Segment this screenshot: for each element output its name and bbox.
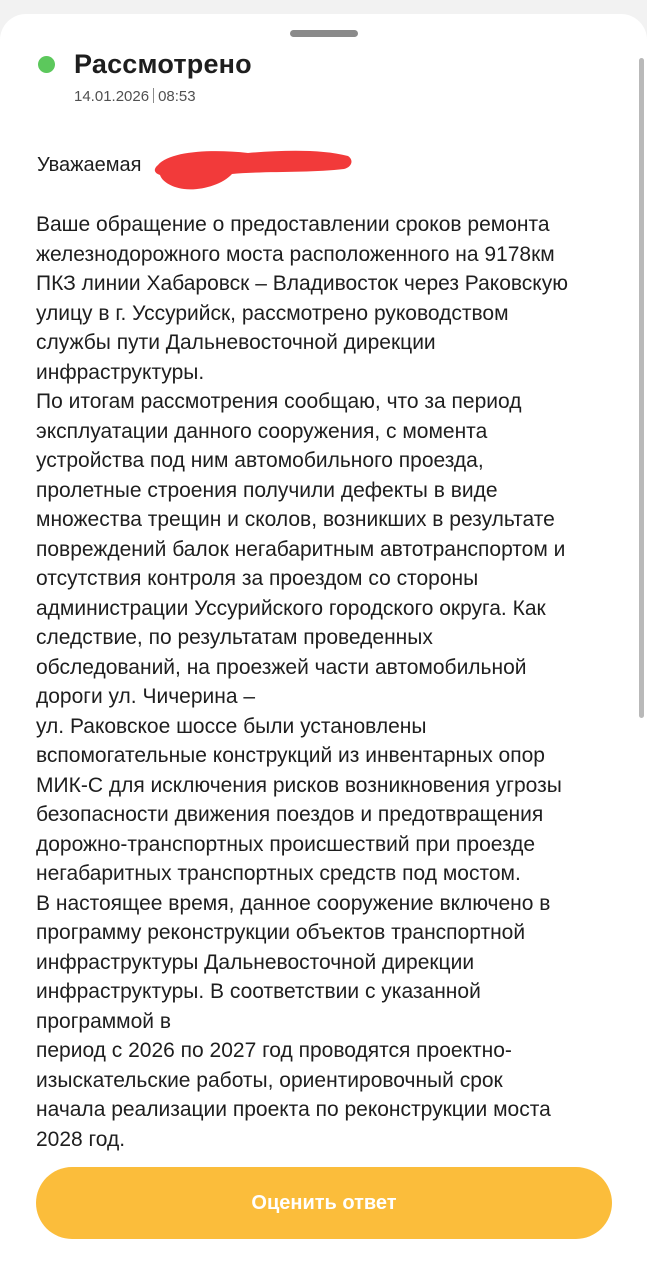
letter-line: В настоящее время, данное сооружение включено в [36,891,551,915]
letter-line: 2028 год. [36,1127,126,1151]
timestamp-divider [153,88,154,103]
letter-line: Ваше обращение о предоставлении сроков ремонта [36,213,550,236]
status-title: Рассмотрено [74,49,252,79]
letter-line: отсутствия контроля за проездом со стороны [36,567,479,590]
letter-line: повреждений балок негабаритным автотранспортом и [36,537,566,561]
letter-line: начала реализации проекта по реконструкции моста [36,1098,551,1121]
letter-line: улицу в г. Уссурийск, рассмотрено руководством [36,301,509,325]
letter-line: ПКЗ линии Хабаровск – Владивосток через Раковскую [36,272,568,295]
rate-answer-button[interactable]: Оценить ответ [36,1167,612,1239]
status-indicator-icon [38,56,55,73]
letter-line: МИК-С для исключения рисков возникновения угрозы [36,773,562,797]
letter-line: ул. Раковское шоссе были установлены [36,714,427,738]
letter-line: период с 2026 по 2027 год проводятся проектно- [36,1039,512,1062]
letter-line: эксплуатации данного сооружения, с момента [36,419,488,443]
letter-line: изыскательские работы, ориентировочный срок [36,1068,503,1092]
letter-line: обследований, на проезжей части автомобильной [36,655,527,679]
letter-line: дороги ул. Чичерина – [36,685,256,708]
letter-line: службы пути Дальневосточной дирекции [36,331,436,354]
response-sheet [0,14,647,1280]
letter-line: программу реконструкции объектов транспортной [36,921,526,944]
letter-line: программой в [36,1009,172,1033]
letter-line: инфраструктуры Дальневосточной дирекции [36,950,475,974]
letter-line: инфраструктуры. [36,360,205,384]
scrollbar[interactable] [639,58,644,718]
letter-line: негабаритных транспортных средств под мостом. [36,862,521,885]
status-date: 14.01.2026 [74,88,150,105]
sheet-drag-handle[interactable] [290,30,358,37]
letter-line: По итогам рассмотрения сообщаю, что за период [36,390,522,413]
letter-body [36,210,621,1154]
letter-line: администрации Уссурийского городского округа. Как [36,596,546,620]
status-header [38,49,252,80]
letter-line: множества трещин и сколов, возникших в результате [36,508,555,531]
letter-line: инфраструктуры. В соответствии с указанной [36,980,481,1003]
letter-line: дорожно-транспортных происшествий при проезде [36,832,536,856]
letter-line: пролетные строения получили дефекты в виде [36,478,498,502]
status-time: 08:53 [158,88,196,105]
letter-line: устройства под ним автомобильного проезда, [36,449,484,472]
letter-line: вспомогательные конструкций из инвентарных опор [36,744,545,767]
letter-line: безопасности движения поездов и предотвращения [36,803,544,826]
letter-line: железнодорожного моста расположенного на 9178км [36,242,555,266]
letter-line: следствие, по результатам проведенных [36,626,433,649]
status-timestamp [74,88,196,105]
redaction-mark [152,147,354,193]
letter-greeting: Уважаемая [37,154,142,176]
